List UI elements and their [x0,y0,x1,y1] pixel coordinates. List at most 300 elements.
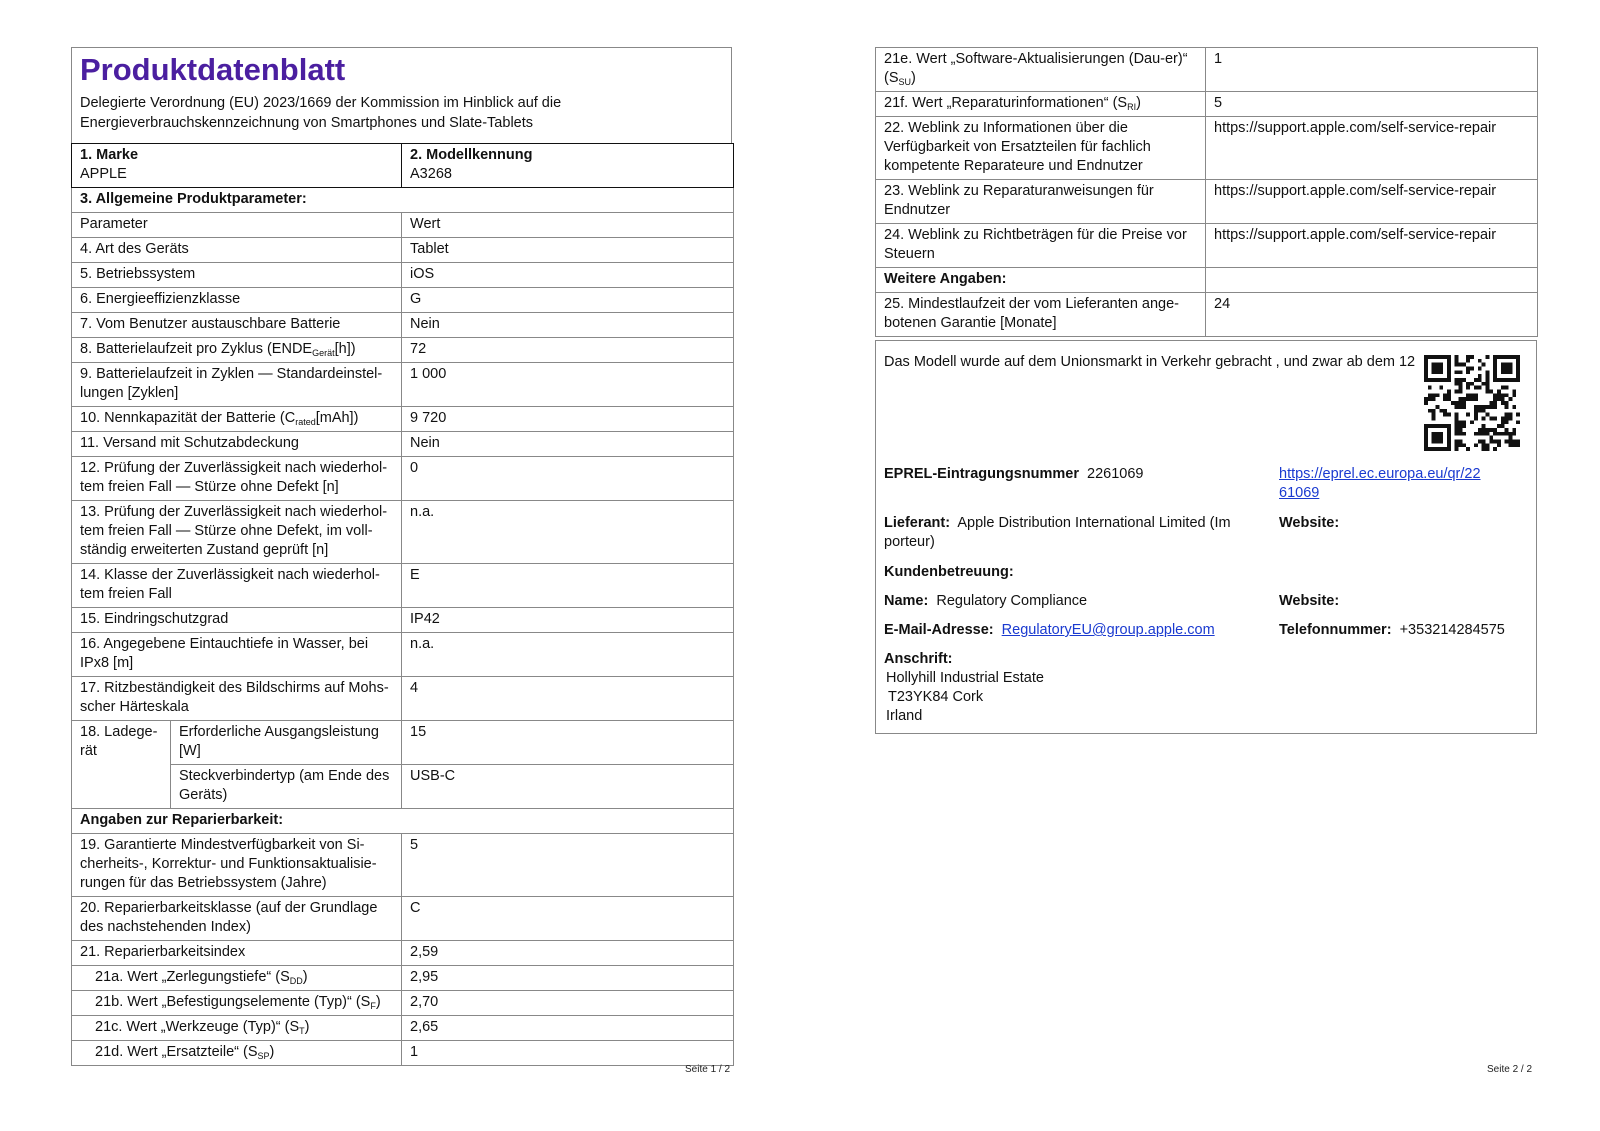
qr-module [1439,432,1443,436]
label-text: ) [304,1019,310,1035]
qr-module [1447,378,1451,382]
qr-module [1474,416,1478,420]
qr-module [1478,432,1482,436]
qr-module [1439,386,1443,390]
qr-module [1424,359,1428,363]
qr-module [1443,397,1447,401]
qr-module [1497,390,1501,394]
row-label [72,966,402,991]
qr-module [1436,363,1440,367]
qr-module [1501,386,1505,390]
email-label: E-Mail-Adresse: [884,622,994,638]
qr-module [1470,367,1474,371]
qr-module [1482,416,1486,420]
table-row [72,677,734,721]
qr-module [1451,401,1455,405]
label-text: 10. Nennkapazität der Batterie (C [80,410,296,426]
qr-module [1478,405,1482,409]
address-line: Irland [886,708,923,724]
qr-module [1508,432,1512,436]
qr-module [1436,370,1440,374]
qr-module [1432,409,1436,413]
warranty-value: 24 [1206,293,1538,337]
qr-module [1493,428,1497,432]
warranty-label: 25. Mindestlaufzeit der vom Lieferanten ange-botenen Garantie [Monate] [876,293,1206,337]
qr-module [1455,413,1459,417]
qr-module [1485,382,1489,386]
qr-module [1436,424,1440,428]
row-value: 72 [402,338,734,363]
eprel-link-line[interactable]: 61069 [1279,485,1320,501]
table-row [876,48,1538,92]
qr-module [1436,393,1440,397]
row-value: n.a. [402,633,734,677]
qr-module [1505,428,1509,432]
row-value: iOS [402,263,734,288]
qr-module [1501,378,1505,382]
qr-module [1455,359,1459,363]
qr-module [1489,436,1493,440]
qr-module [1462,405,1466,409]
qr-module [1497,432,1501,436]
qr-module [1459,363,1463,367]
row-value: 4 [402,677,734,721]
table-row [72,608,734,633]
qr-module [1443,355,1447,359]
qr-module [1436,439,1440,443]
qr-module [1485,386,1489,390]
qr-module [1478,428,1482,432]
section-general: 3. Allgemeine Produktparameter: [72,188,734,213]
row-value: IP42 [402,608,734,633]
qr-module [1493,393,1497,397]
table-row [72,633,734,677]
qr-module [1447,436,1451,440]
qr-module [1470,420,1474,424]
qr-module [1439,436,1443,440]
qr-module [1493,363,1497,367]
row-value: E [402,564,734,608]
qr-module [1516,363,1520,367]
label-text: 21d. Wert „Ersatzteile“ (S [95,1044,258,1060]
qr-module [1497,443,1501,447]
row-value: Nein [402,313,734,338]
qr-module [1443,424,1447,428]
qr-module [1482,443,1486,447]
row-label: 22. Weblink zu Informationen über die Verfügbarkeit von Ersatzteilen für fachlich kompetente Reparateure und Endnutzer [876,117,1206,180]
qr-module [1432,367,1436,371]
qr-module [1436,405,1440,409]
row-value: 9 720 [402,407,734,432]
qr-module [1508,436,1512,440]
qr-module [1459,382,1463,386]
label-text: ) [911,70,916,86]
label-subscript: SU [898,77,912,87]
qr-module [1466,397,1470,401]
qr-module [1439,367,1443,371]
supplier-value: Apple Distribution International Limited (Im [957,515,1231,531]
qr-module [1485,413,1489,417]
model-cell [402,144,734,188]
qr-module [1459,439,1463,443]
qr-module [1489,390,1493,394]
label-text: ) [375,994,381,1010]
qr-module [1485,405,1489,409]
table-row [72,991,734,1016]
table-row [72,313,734,338]
qr-module [1516,439,1520,443]
qr-module [1428,397,1432,401]
row-label: 16. Angegebene Eintauchtiefe in Wasser, bei IPx8 [m] [72,633,402,677]
qr-module [1516,370,1520,374]
brand-cell [72,144,402,188]
qr-module [1505,355,1509,359]
table-row [72,834,734,897]
product-data-table [71,143,734,1066]
supplier-block [884,514,1231,552]
section-row [72,188,734,213]
qr-module [1485,390,1489,394]
qr-module [1482,439,1486,443]
qr-module [1478,378,1482,382]
table-row [72,407,734,432]
row-value: 2,95 [402,966,734,991]
qr-module [1432,432,1436,436]
qr-module [1462,432,1466,436]
qr-module [1436,378,1440,382]
name-value: Regulatory Compliance [936,593,1088,609]
qr-module [1505,370,1509,374]
address-line: Hollyhill Industrial Estate [886,670,1044,686]
qr-module [1489,401,1493,405]
qr-module [1455,390,1459,394]
row-label: 23. Weblink zu Reparaturanweisungen für Endnutzer [876,180,1206,224]
address-label: Anschrift: [884,651,953,667]
qr-module [1497,397,1501,401]
table-row [72,338,734,363]
qr-module [1482,409,1486,413]
qr-module [1474,397,1478,401]
qr-module [1501,424,1505,428]
qr-module [1474,432,1478,436]
qr-module [1512,390,1516,394]
table-row [876,293,1538,337]
qr-module [1455,439,1459,443]
qr-module [1508,363,1512,367]
qr-module [1439,424,1443,428]
qr-module [1447,428,1451,432]
qr-module [1512,355,1516,359]
qr-module [1485,378,1489,382]
qr-module [1493,374,1497,378]
eprel-link[interactable] [1279,465,1481,503]
qr-module [1501,355,1505,359]
qr-module [1432,355,1436,359]
qr-module [1493,447,1497,451]
qr-module [1424,439,1428,443]
qr-code-icon[interactable] [1424,355,1520,451]
qr-module [1424,447,1428,451]
row-label: 6. Energieeffizienzklasse [72,288,402,313]
qr-module [1447,363,1451,367]
name-row [884,592,1087,611]
row-label: 19. Garantierte Mindestverfügbarkeit von Si-cherheits-, Korrektur- und Funktionsaktualisie-rungen für das Betriebssystem (Jahre) [72,834,402,897]
row-value: 1 000 [402,363,734,407]
qr-module [1428,424,1432,428]
row-value: 5 [402,834,734,897]
qr-module [1432,393,1436,397]
row-label: Parameter [72,213,402,238]
table-row [876,117,1538,180]
qr-module [1432,363,1436,367]
row-label: 14. Klasse der Zuverlässigkeit nach wiederhol-tem freien Fall [72,564,402,608]
qr-module [1455,378,1459,382]
qr-module [1512,378,1516,382]
qr-module [1443,393,1447,397]
label-text: ) [1136,95,1141,111]
qr-module [1428,409,1432,413]
row-value: 5 [1206,92,1538,117]
row-label [72,338,402,363]
table-row [72,897,734,941]
qr-module [1455,363,1459,367]
qr-module [1478,367,1482,371]
qr-module [1439,355,1443,359]
qr-module [1493,401,1497,405]
qr-module [1508,439,1512,443]
qr-module [1459,428,1463,432]
qr-module [1432,424,1436,428]
qr-module [1497,439,1501,443]
qr-module [1455,420,1459,424]
row-value: https://support.apple.com/self-service-repair [1206,117,1538,180]
qr-module [1424,374,1428,378]
row-label: 7. Vom Benutzer austauschbare Batterie [72,313,402,338]
qr-module [1432,416,1436,420]
qr-module [1428,378,1432,382]
qr-module [1508,416,1512,420]
table-row [72,288,734,313]
qr-module [1493,432,1497,436]
qr-module [1501,432,1505,436]
qr-module [1424,401,1428,405]
qr-module [1462,401,1466,405]
eprel-row [884,465,1143,484]
qr-module [1447,397,1451,401]
qr-module [1424,428,1428,432]
qr-module [1512,439,1516,443]
label-text: 21a. Wert „Zerlegungstiefe“ (S [95,969,290,985]
brand-value: APPLE [80,166,127,182]
qr-module [1455,401,1459,405]
qr-module [1474,443,1478,447]
qr-module [1505,432,1509,436]
table-row [72,457,734,501]
qr-module [1466,370,1470,374]
qr-module [1459,401,1463,405]
label-subscript: rated [295,417,316,427]
label-subscript: F [370,1001,376,1011]
qr-module [1512,393,1516,397]
table-row [72,213,734,238]
row-label: 17. Ritzbeständigkeit des Bildschirms auf Mohs-scher Härteskala [72,677,402,721]
row-label [72,991,402,1016]
label-text: ) [269,1044,275,1060]
qr-module [1466,393,1470,397]
qr-module [1466,382,1470,386]
phone-label: Telefonnummer: [1279,622,1392,638]
label-text: 8. Batterielaufzeit pro Zyklus (ENDE [80,341,313,357]
charger-row [72,765,734,809]
table-row [72,432,734,457]
qr-module [1516,420,1520,424]
charger-power-label: Erforderliche Ausgangsleistung [W] [171,721,402,765]
qr-module [1505,367,1509,371]
qr-module [1485,428,1489,432]
qr-module [1505,386,1509,390]
row-label: 21. Reparierbarkeitsindex [72,941,402,966]
qr-module [1459,424,1463,428]
qr-module [1459,405,1463,409]
row-label [876,92,1206,117]
row-value: G [402,288,734,313]
qr-module [1478,359,1482,363]
qr-module [1466,386,1470,390]
qr-module [1505,405,1509,409]
qr-module [1447,393,1451,397]
qr-module [1459,443,1463,447]
qr-module [1512,405,1516,409]
qr-module [1497,355,1501,359]
qr-module [1508,397,1512,401]
row-label: 15. Eindringschutzgrad [72,608,402,633]
qr-module [1432,397,1436,401]
qr-module [1493,378,1497,382]
qr-module [1470,355,1474,359]
row-value: 1 [1206,48,1538,92]
qr-module [1424,355,1428,359]
qr-module [1447,432,1451,436]
qr-module [1516,374,1520,378]
qr-module [1432,370,1436,374]
qr-module [1424,367,1428,371]
qr-module [1455,355,1459,359]
support-label: Kundenbetreuung: [884,564,1014,580]
qr-module [1497,393,1501,397]
row-label: 4. Art des Geräts [72,238,402,263]
qr-module [1478,374,1482,378]
qr-module [1493,359,1497,363]
qr-module [1501,416,1505,420]
row-value: Nein [402,432,734,457]
title-box [71,47,732,143]
qr-module [1501,397,1505,401]
qr-module [1455,416,1459,420]
qr-module [1432,447,1436,451]
info-box [875,340,1537,734]
table-row [72,238,734,263]
qr-module [1516,359,1520,363]
qr-module [1505,401,1509,405]
row-value: 1 [402,1041,734,1066]
qr-module [1482,428,1486,432]
qr-module [1501,367,1505,371]
qr-module [1455,443,1459,447]
label-subscript: RI [1127,102,1137,112]
row-label: 9. Batterielaufzeit in Zyklen — Standardeinstel-lungen [Zyklen] [72,363,402,407]
qr-module [1455,432,1459,436]
qr-module [1439,378,1443,382]
qr-module [1485,432,1489,436]
row-value: https://support.apple.com/self-service-repair [1206,180,1538,224]
qr-module [1424,363,1428,367]
row-label: 20. Reparierbarkeitsklasse (auf der Grundlage des nachstehenden Index) [72,897,402,941]
qr-module [1501,393,1505,397]
label-text: [h]) [334,341,356,357]
label-text: 21b. Wert „Befestigungselemente (Typ)“ (S [95,994,371,1010]
qr-module [1424,443,1428,447]
label-subscript: SP [257,1051,270,1061]
row-value: https://support.apple.com/self-service-repair [1206,224,1538,268]
qr-module [1508,378,1512,382]
qr-module [1462,363,1466,367]
qr-module [1439,363,1443,367]
qr-module [1459,397,1463,401]
table-row [72,363,734,407]
row-value: 2,65 [402,1016,734,1041]
section-row [876,268,1538,293]
eprel-link-line[interactable]: https://eprel.ec.europa.eu/qr/22 [1279,466,1481,482]
qr-module [1428,447,1432,451]
subtitle-line: Delegierte Verordnung (EU) 2023/1669 der Kommission im Hinblick auf die [80,95,562,111]
charger-row [72,721,734,765]
brand-label: 1. Marke [80,147,139,163]
qr-module [1485,447,1489,451]
qr-module [1493,416,1497,420]
qr-module [1455,428,1459,432]
table-row [876,180,1538,224]
qr-module [1478,439,1482,443]
qr-module [1505,416,1509,420]
qr-module [1505,420,1509,424]
qr-module [1474,405,1478,409]
table-row [876,224,1538,268]
label-text: 21c. Wert „Werkzeuge (Typ)“ (S [95,1019,300,1035]
qr-module [1482,432,1486,436]
label-subscript: T [299,1026,305,1036]
qr-module [1432,439,1436,443]
qr-module [1485,355,1489,359]
page-number-left: Seite 1 / 2 [685,1064,731,1075]
email-link[interactable]: RegulatoryEU@group.apple.com [1001,622,1215,638]
row-value: 2,59 [402,941,734,966]
qr-module [1466,359,1470,363]
qr-module [1428,393,1432,397]
product-data-table-continued [875,47,1538,337]
page-subtitle [80,94,723,133]
row-value: C [402,897,734,941]
qr-module [1443,378,1447,382]
row-label [72,1016,402,1041]
qr-module [1489,405,1493,409]
qr-module [1512,428,1516,432]
qr-module [1505,363,1509,367]
qr-module [1447,390,1451,394]
qr-module [1470,393,1474,397]
qr-module [1424,370,1428,374]
qr-module [1455,370,1459,374]
qr-module [1447,413,1451,417]
